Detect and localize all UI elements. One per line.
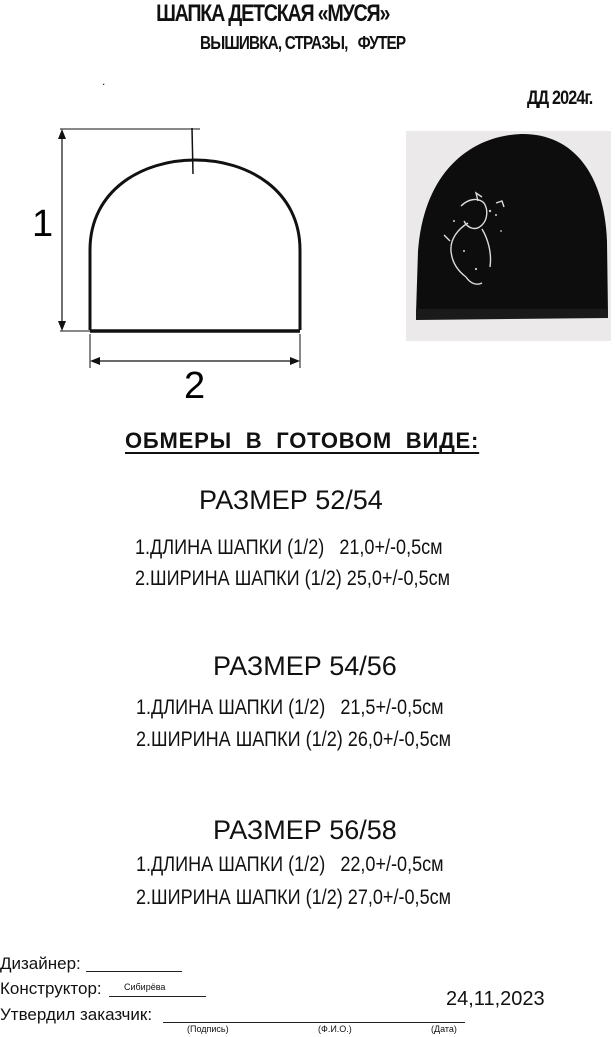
size-56-58-length: 1.ДЛИНА ШАПКИ (1/2) 22,0+/-0,5см <box>136 853 444 876</box>
constructor-name: Сибирёва <box>124 982 166 992</box>
dimension-1-arrow <box>58 129 200 331</box>
document-title: ШАПКА ДЕТСКАЯ «МУСЯ» <box>156 0 390 27</box>
season-label: ДД 2024г. <box>527 88 593 109</box>
hat-outline <box>90 128 300 331</box>
size-52-54-width: 2.ШИРИНА ШАПКИ (1/2) 25,0+/-0,5см <box>135 567 451 590</box>
stray-dot: . <box>102 74 106 88</box>
size-54-56-width: 2.ШИРИНА ШАПКИ (1/2) 26,0+/-0,5см <box>136 728 452 751</box>
size-54-56-length: 1.ДЛИНА ШАПКИ (1/2) 21,5+/-0,5см <box>136 696 444 719</box>
date-caption: (Дата) <box>431 1024 457 1034</box>
size-title-52-54: РАЗМЕР 52/54 <box>199 485 383 515</box>
dimension-1-label: 1 <box>32 203 54 245</box>
hat-photo-image <box>406 131 611 341</box>
size-title-56-58: РАЗМЕР 56/58 <box>213 815 397 845</box>
name-caption: (Ф.И.О.) <box>318 1024 352 1034</box>
size-52-54-length: 1.ДЛИНА ШАПКИ (1/2) 21,0+/-0,5см <box>135 536 443 559</box>
approved-label: Утвердил заказчик: <box>0 1005 153 1024</box>
size-56-58-width: 2.ШИРИНА ШАПКИ (1/2) 27,0+/-0,5см <box>136 886 452 909</box>
designer-label: Дизайнер: <box>0 954 81 973</box>
document-date: 24,11,2023 <box>446 988 545 1010</box>
constructor-label: Конструктор: <box>0 979 102 998</box>
hat-photo <box>406 131 611 341</box>
measurements-heading: ОБМЕРЫ В ГОТОВОМ ВИДЕ: <box>125 428 480 453</box>
designer-signature-line <box>86 971 182 972</box>
size-title-54-56: РАЗМЕР 54/56 <box>213 651 397 681</box>
dimension-2-arrow <box>90 334 300 368</box>
signature-caption: (Подпись) <box>187 1024 229 1034</box>
hat-technical-drawing <box>30 110 320 410</box>
document-subtitle: ВЫШИВКА, СТРАЗЫ, ФУТЕР <box>200 33 406 53</box>
approval-signature-line <box>163 1022 465 1023</box>
constructor-signature-line <box>109 996 206 997</box>
dimension-2-label: 2 <box>184 365 206 407</box>
